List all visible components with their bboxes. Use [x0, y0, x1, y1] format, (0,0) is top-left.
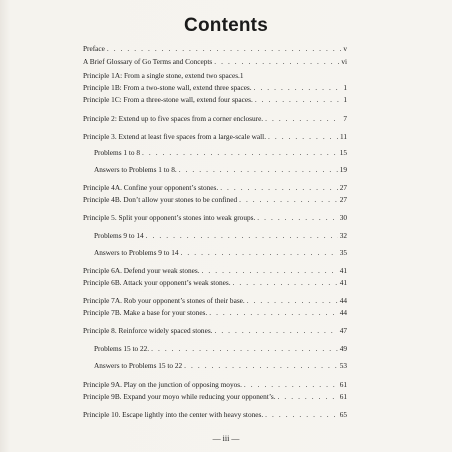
toc-entry-page: 44	[339, 308, 347, 317]
toc-entry	[83, 95, 347, 105]
toc-entry-label: Principle 6A. Defend your weak stones.	[83, 266, 200, 275]
dot-leader	[257, 213, 337, 223]
toc-entry-page: 1	[343, 83, 347, 92]
toc-entry-label: Principle 9A. Play on the junction of opposing moyos.	[83, 380, 242, 389]
toc-entry	[83, 195, 347, 205]
toc-entry-page: 7	[343, 114, 347, 123]
toc-entry	[83, 71, 347, 81]
toc-entry-label: Principle 1B: From a two-stone wall, extend three spaces.	[83, 83, 252, 92]
dot-leader	[184, 361, 338, 371]
toc-entry-label: Principle 3. Extend at least five spaces from a large-scale wall.	[83, 132, 267, 141]
toc-entry-page: 35	[339, 248, 347, 257]
toc-entry-label: Principle 5. Split your opponent’s stones into weak groups.	[83, 213, 256, 222]
dot-leader	[265, 410, 338, 420]
toc-entry-label: Principle 1C: From a three-stone wall, extend four spaces.	[83, 95, 253, 104]
toc-entry-label: Problems 1 to 8	[94, 148, 141, 157]
toc-entry-page: 15	[339, 148, 347, 157]
toc-entry	[83, 392, 347, 402]
toc-entry-page: 41	[339, 278, 347, 287]
toc-entry-page: vi	[341, 57, 347, 66]
toc-entry-label: Answers to Problems 1 to 8.	[94, 165, 177, 174]
toc-entry-page: 49	[339, 344, 347, 353]
dot-leader	[214, 326, 337, 336]
toc-entry-page: 44	[339, 296, 347, 305]
toc-entry-page: 65	[339, 410, 347, 419]
toc-entry-page: v	[343, 44, 347, 53]
dot-leader	[214, 57, 339, 67]
toc-sub-entry	[94, 148, 347, 158]
dot-leader	[220, 183, 338, 193]
toc-entry	[83, 326, 347, 336]
dot-leader	[107, 44, 341, 54]
toc-entry-label: Problems 15 to 22.	[94, 344, 150, 353]
dot-leader	[255, 95, 342, 105]
toc-entry	[83, 213, 347, 223]
toc-entry	[83, 410, 347, 420]
toc-entry-label: Principle 2: Extend up to five spaces from a corner enclosure.	[83, 114, 264, 123]
toc-entry-page: 30	[339, 213, 347, 222]
dot-leader	[268, 132, 338, 142]
toc-entry-label: A Brief Glossary of Go Terms and Concepts	[83, 57, 213, 66]
toc-entry-label: Preface	[83, 44, 105, 53]
dot-leader	[233, 278, 338, 288]
toc-entry	[83, 44, 347, 54]
toc-entry-page: 53	[339, 361, 347, 370]
toc-entry-page: 32	[339, 231, 347, 240]
toc-entry	[83, 132, 347, 142]
page-title: Contents	[184, 15, 268, 36]
dot-leader	[247, 296, 338, 306]
dot-leader	[239, 195, 338, 205]
page-number-footer: — iii —	[212, 434, 240, 443]
toc-sub-entry	[94, 231, 347, 241]
toc-entry-label: Principle 8. Reinforce widely spaced stones.	[83, 326, 213, 335]
toc-entry-label: Principle 9B. Expand your moyo while reducing your opponent’s.	[83, 392, 276, 401]
toc-entry	[83, 266, 347, 276]
toc-entry-page: 61	[339, 392, 347, 401]
dot-leader	[142, 148, 338, 158]
dot-leader	[209, 308, 337, 318]
toc-sub-entry	[94, 248, 347, 258]
toc-entry-page: 41	[339, 266, 347, 275]
dot-leader	[254, 83, 342, 93]
toc-entry-page: 47	[339, 326, 347, 335]
toc-entry-label: Answers to Problems 9 to 14	[94, 248, 179, 257]
dot-leader	[146, 231, 338, 241]
toc-entry-page: 61	[339, 380, 347, 389]
toc-sub-entry	[94, 361, 347, 371]
toc-entry-label: Principle 7B. Make a base for your stones.	[83, 308, 208, 317]
toc-entry-label: Problems 9 to 14	[94, 231, 144, 240]
toc-entry-page: 27	[339, 183, 347, 192]
toc-entry-label: Principle 1A: From a single stone, extend two spaces.1	[83, 71, 244, 80]
toc-entry	[83, 57, 347, 67]
toc-sub-entry	[94, 344, 347, 354]
toc-entry-label: Principle 4B. Don’t allow your stones to be confined	[83, 195, 238, 204]
toc-entry-label: Principle 6B. Attack your opponent’s weak stones.	[83, 278, 231, 287]
toc-entry	[83, 380, 347, 390]
toc-entry	[83, 183, 347, 193]
dot-leader	[265, 114, 341, 124]
dot-leader	[202, 266, 338, 276]
dot-leader	[244, 380, 338, 390]
toc-entry-label: Answers to Problems 15 to 22	[94, 361, 183, 370]
toc-entry	[83, 278, 347, 288]
dot-leader	[151, 344, 338, 354]
dot-leader	[181, 248, 338, 258]
dot-leader	[179, 165, 338, 175]
toc-entry-page: 1	[343, 95, 347, 104]
toc-entry-page: 27	[339, 195, 347, 204]
toc-entry	[83, 114, 347, 124]
toc-entry-label: Principle 4A. Confine your opponent’s stones.	[83, 183, 219, 192]
toc-entry-page: 11	[339, 132, 347, 141]
toc-entry-page: 19	[339, 165, 347, 174]
toc-entry-label: Principle 7A. Rob your opponent’s stones of their base.	[83, 296, 245, 305]
dot-leader	[278, 392, 338, 402]
toc-entry	[83, 308, 347, 318]
toc-entry	[83, 83, 347, 93]
toc-sub-entry	[94, 165, 347, 175]
toc-entry	[83, 296, 347, 306]
toc-entry-label: Principle 10. Escape lightly into the center with heavy stones.	[83, 410, 264, 419]
